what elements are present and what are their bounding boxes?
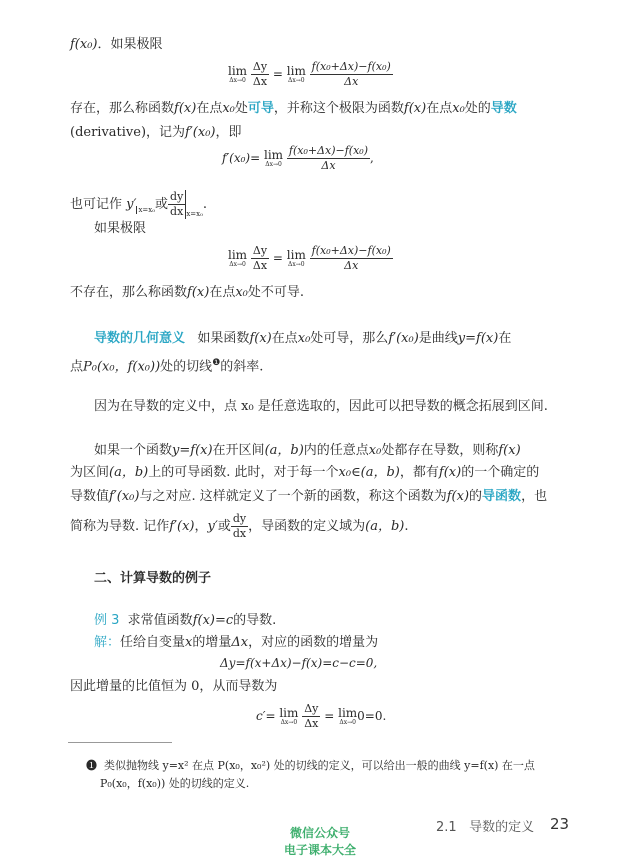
derivative-function-line-3: 导数值f′(x₀)与之对应. 这样就定义了一个新的函数，称这个函数为f(x)的导函数，也: [70, 489, 548, 504]
ratio-fraction: $\frac{\Delta y}{\Delta x}$: [304, 702, 319, 730]
term-derivative-function: 导函数: [482, 489, 522, 504]
derivative-function-line-2: 为区间(a，b)上的可导函数. 此时，对于每一个x₀∈(a，b)，都有f(x)的一个确定的: [70, 465, 540, 480]
not-differentiable-line: 不存在，那么称函数f(x)在点x₀处不可导.: [70, 285, 305, 300]
term-differentiable: 可导: [247, 101, 274, 116]
increment-equation: Δy=f(x+Δx)−f(x)=c−c=0,: [220, 656, 378, 670]
watermark: 微信公众号 电子课本大全: [283, 826, 356, 857]
ratio-constant-line: 因此增量的比值恒为 0，从而导数为: [70, 679, 278, 694]
geometric-meaning-line-1: 导数的几何意义 如果函数f(x)在点x₀处可导，那么f′(x₀)是曲线y=f(x)在: [94, 331, 512, 346]
leibniz-fraction: $\frac{dy}{dx}$: [232, 512, 247, 540]
lim-operator-2: lim Δx→0: [338, 706, 358, 726]
lim-operator: lim Δx→0: [264, 148, 284, 168]
difference-quotient: $\frac{\text{f(x₀+Δx)−f(x₀)}}{\Delta x}$: [288, 144, 369, 172]
derivative-function-line-1: 如果一个函数y=f(x)在开区间(a，b)内的任意点x₀处都存在导数，则称f(x): [94, 443, 521, 458]
interval-extension-line: 因为在导数的定义中，点 x₀ 是任意选取的，因此可以把导数的概念拓展到区间.: [94, 399, 548, 414]
lim-operator: lim Δx→0: [279, 706, 299, 726]
limit-equation-2: lim Δx→0 $\frac{\Delta y}{\Delta x}$ = lim Δx→0 $\frac{\text{f(x₀+Δx)−f(x₀)}}{\Delta x}$: [228, 244, 391, 272]
derivative-function-line-4: 简称为导数. 记作f′(x)，y′或 $\frac{dy}{dx}$ ，导函数的定义域为(a，b).: [70, 512, 409, 540]
if-limit-line: 如果极限: [94, 221, 147, 236]
footnote-mark: ❶: [86, 759, 97, 772]
lim-operator-2: lim Δx→0: [286, 248, 306, 268]
example-3-line: 例 3 求常值函数f(x)=c的导数.: [94, 613, 277, 628]
ratio-fraction: $\frac{\Delta y}{\Delta x}$: [252, 244, 268, 272]
lim-operator: lim Δx→0: [228, 64, 248, 84]
limit-equation-1: lim Δx→0 $\frac{\Delta y}{\Delta x}$ = lim Δx→0 $\frac{\text{f(x₀+Δx)−f(x₀)}}{\Delta x}$: [228, 60, 391, 88]
difference-quotient: $\frac{\text{f(x₀+Δx)−f(x₀)}}{\Delta x}$: [311, 60, 391, 88]
footnote-divider: [68, 742, 172, 743]
constant-derivative-equation: c′= lim Δx→0 $\frac{\Delta y}{\Delta x}$ = lim Δx→0 0=0.: [256, 702, 387, 730]
section-number: 2.1: [436, 820, 457, 835]
definition-line-1: 存在，那么称函数f(x)在点x₀处可导，并称这个极限为函数f(x)在点x₀处的导数: [70, 101, 517, 116]
difference-quotient: $\frac{\text{f(x₀+Δx)−f(x₀)}}{\Delta x}$: [311, 244, 391, 272]
term-derivative: 导数: [490, 101, 517, 116]
lim-operator-2: lim Δx→0: [286, 64, 306, 84]
intro-line: [70, 36, 163, 54]
geometric-meaning-line-2: 点P₀(x₀，f(x₀))处的切线$^❶$的斜率.: [70, 358, 264, 375]
section-heading: 二、计算导数的例子: [94, 571, 212, 586]
lim-operator: lim Δx→0: [228, 248, 248, 268]
footnote-line-1: ❶ 类似抛物线 y=x² 在点 P(x₀，x₀²) 处的切线的定义，可以给出一般的曲线 y=f(x) 在一点: [86, 759, 535, 772]
running-footer: [436, 816, 534, 835]
section-title: 导数的定义: [469, 820, 535, 835]
leibniz-fraction: $\frac{dy}{dx}$: [168, 190, 186, 219]
solution-label: 解：: [94, 635, 121, 650]
footnote-line-2: P₀(x₀，f(x₀)) 处的切线的定义.: [100, 777, 250, 790]
geometric-meaning-heading: 导数的几何意义: [94, 331, 186, 346]
example-label: 例 3: [94, 613, 120, 628]
notation-line: 也可记作 y′ $_{x=x_0}$或 $\frac{dy}{dx}$ $_{x=x_0}$.: [70, 190, 208, 218]
derivative-equation: f′(x₀)= lim Δx→0 $\frac{\text{f(x₀+Δx)−f(x₀)}}{\Delta x}$ ,: [222, 144, 374, 172]
solution-line-1: 解：任给自变量x的增量Δx，对应的函数的增量为: [94, 635, 379, 650]
ratio-fraction: $\frac{\Delta y}{\Delta x}$: [252, 60, 268, 88]
footnote-marker[interactable]: ❶: [212, 358, 221, 368]
intro-text: ．如果极限: [97, 37, 163, 52]
page-number: 23: [550, 815, 570, 833]
definition-line-2: (derivative)，记为f′(x₀)，即: [70, 125, 242, 140]
fx0-symbol: f(x₀): [70, 37, 98, 52]
